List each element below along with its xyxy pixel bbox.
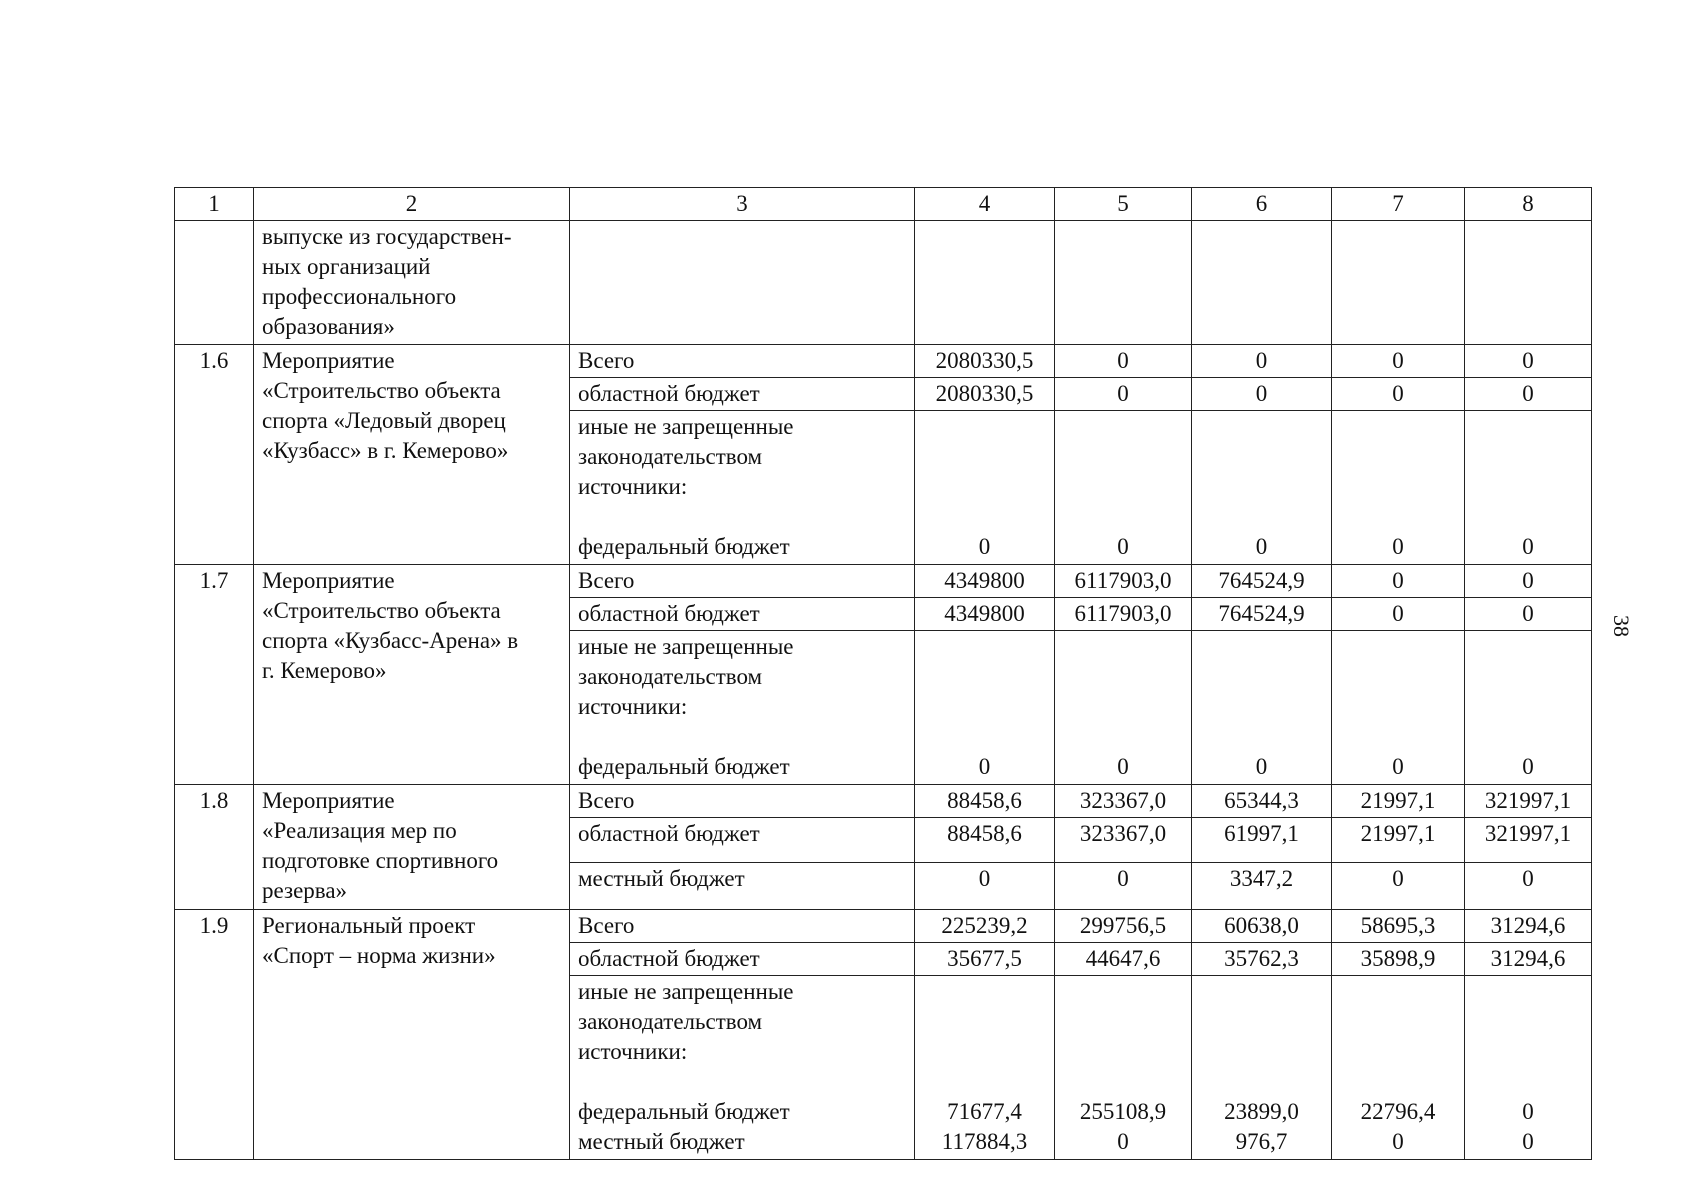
financing-table — [174, 187, 1592, 1160]
value-cell: 22796,4 0 — [1332, 976, 1465, 1160]
value-cell: 0 — [1332, 863, 1465, 910]
value-cell: 0 — [1465, 345, 1592, 378]
funding-source: иные не запрещенные законодательством источники: федеральный бюджет — [570, 411, 915, 565]
value-cell: 35762,3 — [1192, 943, 1332, 976]
value-cell: 31294,6 — [1465, 910, 1592, 943]
funding-source: иные не запрещенные законодательством источники: федеральный бюджет местный бюджет — [570, 976, 915, 1160]
value-cell: 35677,5 — [915, 943, 1055, 976]
value-cell: 764524,9 — [1192, 565, 1332, 598]
value-cell: 764524,9 — [1192, 598, 1332, 631]
value-cell: 61997,1 — [1192, 818, 1332, 863]
funding-source: Всего — [570, 345, 915, 378]
value-cell: 2080330,5 — [915, 378, 1055, 411]
value-cell: 0 — [1332, 598, 1465, 631]
value-cell: 21997,1 — [1332, 785, 1465, 818]
table-row — [175, 345, 1592, 378]
value-cell: 4349800 — [915, 598, 1055, 631]
column-number: 6 — [1192, 188, 1332, 221]
table-row — [175, 565, 1592, 598]
funding-source: Всего — [570, 785, 915, 818]
row-number: 1.9 — [175, 910, 254, 1160]
value-cell: 0 — [915, 631, 1055, 785]
measure-title: Мероприятие «Строительство объекта спорта «Кузбасс-Арена» в г. Кемерово» — [254, 565, 570, 785]
value-cell: 35898,9 — [1332, 943, 1465, 976]
value-cell: 65344,3 — [1192, 785, 1332, 818]
value-cell: 321997,1 — [1465, 785, 1592, 818]
value-cell: 0 — [1465, 378, 1592, 411]
value-cell: 0 — [1192, 345, 1332, 378]
value-cell: 299756,5 — [1055, 910, 1192, 943]
value-cell: 0 — [1465, 598, 1592, 631]
page-number: 38 — [1609, 615, 1634, 637]
table-row — [175, 910, 1592, 943]
funding-source: областной бюджет — [570, 378, 915, 411]
value-cell: 0 — [1465, 411, 1592, 565]
value-cell: 0 — [1465, 565, 1592, 598]
value-cell: 88458,6 — [915, 785, 1055, 818]
value-cell: 0 — [1332, 631, 1465, 785]
value-cell: 0 — [1192, 378, 1332, 411]
column-number: 8 — [1465, 188, 1592, 221]
value-cell: 255108,9 0 — [1055, 976, 1192, 1160]
value-cell: 0 0 — [1465, 976, 1592, 1160]
value-cell: 3347,2 — [1192, 863, 1332, 910]
column-number: 5 — [1055, 188, 1192, 221]
value-cell: 60638,0 — [1192, 910, 1332, 943]
value-cell: 44647,6 — [1055, 943, 1192, 976]
value-cell: 2080330,5 — [915, 345, 1055, 378]
column-number: 7 — [1332, 188, 1465, 221]
measure-title: Мероприятие «Строительство объекта спорта «Ледовый дворец «Кузбасс» в г. Кемерово» — [254, 345, 570, 565]
column-number: 3 — [570, 188, 915, 221]
funding-source: иные не запрещенные законодательством источники: федеральный бюджет — [570, 631, 915, 785]
value-cell: 0 — [1332, 411, 1465, 565]
value-cell: 323367,0 — [1055, 785, 1192, 818]
value-cell: 58695,3 — [1332, 910, 1465, 943]
funding-source: местный бюджет — [570, 863, 915, 910]
continued-row-title: выпуске из государствен- ных организаций профессионального образования» — [254, 221, 570, 345]
row-number: 1.8 — [175, 785, 254, 910]
row-number: 1.7 — [175, 565, 254, 785]
table-row — [175, 785, 1592, 818]
column-number-row — [175, 188, 1592, 221]
value-cell: 225239,2 — [915, 910, 1055, 943]
column-number: 2 — [254, 188, 570, 221]
value-cell: 0 — [1055, 411, 1192, 565]
value-cell: 31294,6 — [1465, 943, 1592, 976]
measure-title: Региональный проект «Спорт – норма жизни» — [254, 910, 570, 1160]
value-cell: 21997,1 — [1332, 818, 1465, 863]
value-cell: 0 — [1332, 565, 1465, 598]
row-number: 1.6 — [175, 345, 254, 565]
value-cell: 0 — [1055, 378, 1192, 411]
funding-source: областной бюджет — [570, 818, 915, 863]
value-cell: 88458,6 — [915, 818, 1055, 863]
value-cell: 0 — [1055, 863, 1192, 910]
value-cell: 6117903,0 — [1055, 565, 1192, 598]
value-cell: 321997,1 — [1465, 818, 1592, 863]
funding-source: областной бюджет — [570, 943, 915, 976]
value-cell: 23899,0 976,7 — [1192, 976, 1332, 1160]
continued-row — [175, 221, 1592, 345]
value-cell: 323367,0 — [1055, 818, 1192, 863]
value-cell: 0 — [1192, 631, 1332, 785]
value-cell: 71677,4 117884,3 — [915, 976, 1055, 1160]
column-number: 4 — [915, 188, 1055, 221]
value-cell: 0 — [1055, 345, 1192, 378]
measure-title: Мероприятие «Реализация мер по подготовке спортивного резерва» — [254, 785, 570, 910]
value-cell: 0 — [915, 863, 1055, 910]
value-cell: 4349800 — [915, 565, 1055, 598]
funding-source: Всего — [570, 910, 915, 943]
value-cell: 0 — [1332, 345, 1465, 378]
value-cell: 0 — [915, 411, 1055, 565]
funding-source: областной бюджет — [570, 598, 915, 631]
value-cell: 6117903,0 — [1055, 598, 1192, 631]
column-number: 1 — [175, 188, 254, 221]
value-cell: 0 — [1055, 631, 1192, 785]
value-cell: 0 — [1465, 631, 1592, 785]
value-cell: 0 — [1332, 378, 1465, 411]
funding-source: Всего — [570, 565, 915, 598]
value-cell: 0 — [1465, 863, 1592, 910]
value-cell: 0 — [1192, 411, 1332, 565]
